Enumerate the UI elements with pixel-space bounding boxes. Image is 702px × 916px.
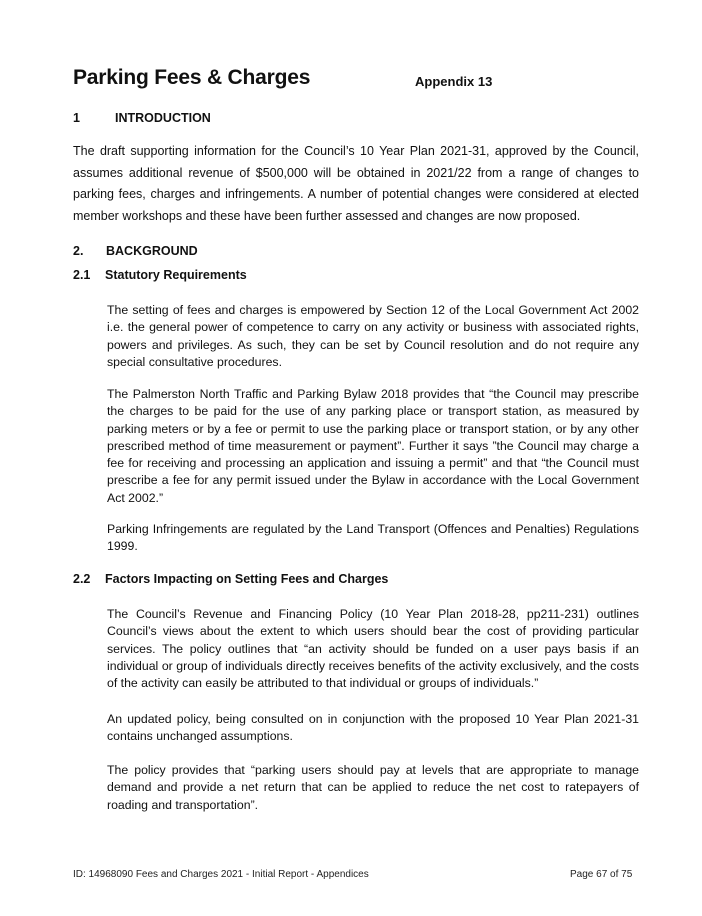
section-number: 2.1 bbox=[73, 268, 91, 282]
page-title: Parking Fees & Charges bbox=[73, 66, 311, 89]
section-heading-text: BACKGROUND bbox=[106, 244, 198, 258]
statutory-paragraph-1: The setting of fees and charges is empowered by Section 12 of the Local Government Act 2002 i.e. the general power of competence to carry on any activity or business with associated rights, powers and privileges. As such, they can be set by Council resolution and do not require any special consultative procedures. bbox=[107, 303, 639, 369]
section-1-heading bbox=[73, 111, 211, 125]
appendix-label: Appendix 13 bbox=[415, 74, 493, 89]
section-number: 2. bbox=[73, 244, 84, 258]
footer-page-number: Page 67 of 75 bbox=[570, 869, 633, 880]
statutory-paragraph-2: The Palmerston North Traffic and Parking Bylaw 2018 provides that “the Council may prescribe the charges to be paid for the use of any parking place or transport station, as measured by parking meters or by a fee or permit to use the parking place or transport station, or by any other prescribed method of time measurement or payment”. Further it says ”the Council may charge a fee for receiving and processing an application and issuing a permit” and that “the Council must prescribe a fee for any permit issued under the Bylaw in accordance with the Local Government Act 2002.” bbox=[107, 387, 639, 505]
section-2-2-heading bbox=[73, 572, 388, 586]
section-number: 1 bbox=[73, 111, 80, 125]
section-2-heading bbox=[73, 244, 198, 258]
factors-paragraph-3: The policy provides that “parking users should pay at levels that are appropriate to manage demand and provide a net return that can be applied to reduce the net cost to ratepayers of roading and transportation”. bbox=[107, 763, 639, 812]
statutory-paragraph-3: Parking Infringements are regulated by the Land Transport (Offences and Penalties) Regulations 1999. bbox=[107, 522, 639, 554]
intro-paragraph: The draft supporting information for the Council’s 10 Year Plan 2021-31, approved by the Council, assumes additional revenue of $500,000 will be obtained in 2021/22 from a range of changes to parking fees, charges and infringements. A number of potential changes were considered at elected member workshops and these have been further assessed and changes are now proposed. bbox=[73, 144, 639, 223]
section-2-1-heading bbox=[73, 268, 247, 282]
factors-paragraph-1: The Council’s Revenue and Financing Policy (10 Year Plan 2018-28, pp211-231) outlines Council’s views about the extent to which users should bear the cost of providing particular services. The policy outlines that “an activity should be funded on a user pays basis if an individual or group of individuals directly receives benefits of the activity exclusively, and the costs of the activity can easily be attributed to that individual or groups of individuals.” bbox=[107, 607, 639, 691]
section-number: 2.2 bbox=[73, 572, 91, 586]
section-heading-text: Factors Impacting on Setting Fees and Charges bbox=[105, 572, 389, 586]
section-heading-text: INTRODUCTION bbox=[115, 111, 211, 125]
factors-paragraph-2: An updated policy, being consulted on in conjunction with the proposed 10 Year Plan 2021-31 contains unchanged assumptions. bbox=[107, 712, 639, 744]
section-heading-text: Statutory Requirements bbox=[105, 268, 247, 282]
title-row bbox=[73, 66, 633, 96]
footer-document-id: ID: 14968090 Fees and Charges 2021 - Initial Report - Appendices bbox=[73, 869, 369, 880]
